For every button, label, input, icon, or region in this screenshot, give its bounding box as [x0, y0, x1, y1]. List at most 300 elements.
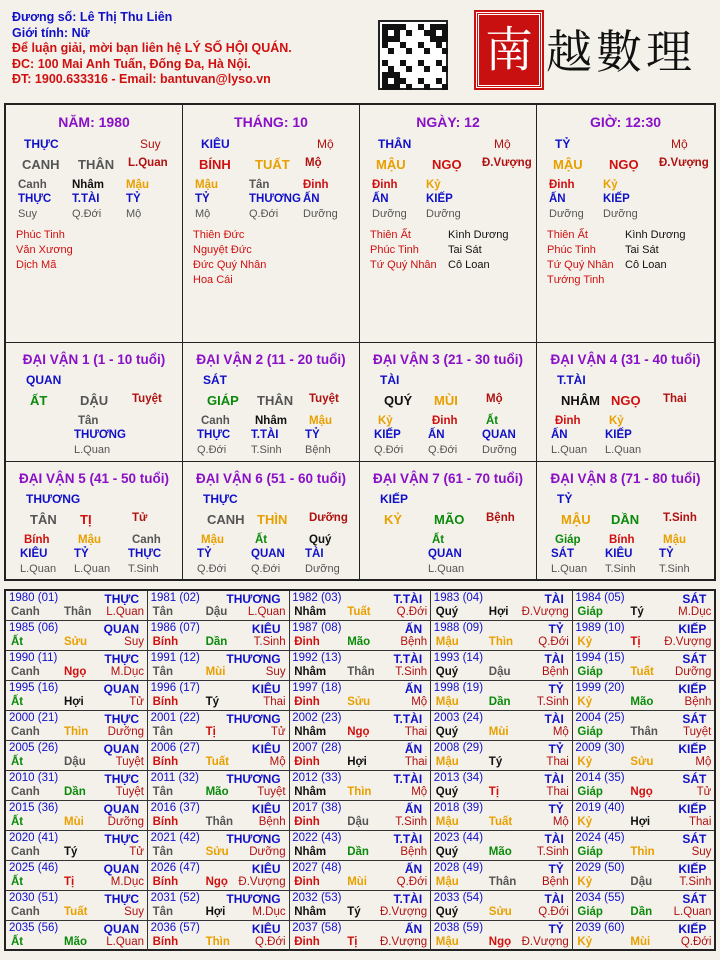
year-label: 1996 (17) [150, 682, 200, 694]
year-stem: Quý [435, 666, 459, 678]
pillar-stem: BÍNH [199, 157, 231, 172]
year-god: QUAN [103, 922, 139, 936]
dai-van-hidden-state: Q.Đới [197, 444, 227, 456]
year-cell [431, 651, 573, 681]
year-state: Đ.Vượng [521, 936, 569, 948]
year-state: Tử [129, 696, 144, 708]
year-state: L.Quan [106, 606, 144, 618]
year-branch: Mão [488, 846, 512, 858]
year-state: Mộ [552, 726, 569, 738]
dai-van-hidden-stem: Bính [609, 534, 635, 546]
contact-invite: Để luận giải, mời bạn liên hệ LÝ SỐ HỘI QUÁN. [12, 41, 292, 55]
year-state: Bệnh [258, 816, 286, 828]
auspicious-star: Tứ Quý Nhân [370, 259, 437, 271]
year-stem: Nhâm [294, 906, 327, 918]
year-stem: Kỷ [577, 816, 593, 828]
year-stem: Đinh [294, 876, 320, 888]
year-god: ẤN [404, 922, 423, 936]
pillar-stem: MẬU [376, 157, 406, 172]
dai-van-title: ĐẠI VẬN 8 (71 - 80 tuổi) [550, 471, 701, 486]
year-state: L.Quan [673, 906, 712, 918]
dai-van-god: THƯƠNG [26, 492, 81, 506]
year-god: TỶ [548, 682, 564, 696]
year-god: KIÊU [251, 922, 281, 936]
year-label: 1980 (01) [9, 592, 59, 604]
year-branch: Mùi [347, 876, 367, 888]
dai-van-stem: CANH [207, 512, 245, 527]
dai-van-hidden-stem: Ất [432, 534, 445, 546]
year-god: QUAN [103, 682, 139, 696]
year-branch: Tị [205, 726, 216, 738]
year-branch: Mão [347, 636, 371, 648]
year-god: TỶ [548, 742, 564, 756]
year-cell [148, 921, 290, 951]
year-label: 2032 (53) [292, 892, 342, 904]
year-cell [431, 621, 573, 651]
year-god: T.TÀI [393, 772, 423, 786]
year-stem: Đinh [294, 816, 320, 828]
year-label: 2004 (25) [575, 712, 625, 724]
year-label: 2034 (55) [575, 892, 625, 904]
hidden-stem-state: Dưỡng [603, 208, 638, 220]
year-stem: Quý [435, 726, 459, 738]
year-label: 2038 (59) [433, 922, 484, 934]
year-cell [572, 801, 714, 831]
pillar-stem: CANH [22, 157, 60, 172]
pillar-cell [183, 105, 360, 343]
dai-van-hidden-state: L.Quan [74, 563, 111, 575]
contact-phone-email[interactable]: ĐT: 1900.633316 - Email: bantuvan@lyso.vn [12, 72, 271, 86]
year-branch: Dậu [64, 756, 86, 768]
inauspicious-star: Cô Loan [448, 259, 490, 271]
year-god: THỰC [104, 652, 139, 666]
dai-van-hidden-god: QUAN [428, 548, 462, 560]
dai-van-state: Mộ [486, 393, 503, 405]
year-branch: Thân [205, 816, 234, 828]
dai-van-hidden-stem: Kỷ [378, 415, 393, 427]
year-stem: Ất [11, 756, 24, 768]
year-label: 2003 (24) [433, 712, 484, 724]
year-stem: Quý [435, 906, 459, 918]
year-label: 1989 (10) [575, 622, 625, 634]
hidden-stem: Mậu [126, 179, 149, 191]
year-state: T.Sinh [536, 696, 569, 708]
year-god: THƯƠNG [226, 772, 281, 786]
year-cell [289, 621, 431, 651]
year-state: M.Dục [678, 606, 712, 618]
year-label: 1994 (15) [575, 652, 625, 664]
year-stem: Kỷ [577, 936, 593, 948]
year-cell [572, 921, 714, 951]
dai-van-branch: MÙI [434, 393, 458, 408]
dai-van-cell [537, 462, 714, 581]
year-stem: Bính [152, 936, 179, 948]
year-stem: Quý [435, 606, 459, 618]
year-god: THƯƠNG [226, 652, 281, 666]
inauspicious-star: Kình Dương [448, 229, 509, 241]
year-cell [6, 861, 148, 891]
auspicious-star: Văn Xương [16, 244, 73, 256]
pillar-stem-state: Mộ [317, 137, 334, 151]
year-state: Mộ [552, 816, 569, 828]
year-branch: Sửu [205, 846, 229, 858]
client-gender: Giới tính: Nữ [12, 25, 90, 40]
dai-van-cell [360, 343, 537, 462]
year-god: ẤN [404, 622, 423, 636]
auspicious-star: Thiên Ất [370, 229, 411, 241]
year-state: Q.Đới [255, 936, 286, 948]
year-state: Bệnh [684, 696, 712, 708]
year-label: 2009 (30) [575, 742, 625, 754]
auspicious-star: Thiên Ất [547, 229, 588, 241]
year-label: 2030 (51) [9, 892, 59, 904]
year-label: 2005 (26) [9, 742, 59, 754]
year-branch: Mùi [205, 666, 226, 678]
year-branch: Thìn [488, 636, 514, 648]
hidden-stem: Đinh [303, 179, 329, 191]
year-state: Mộ [411, 696, 428, 708]
year-god: T.TÀI [393, 652, 423, 666]
year-stem: Tân [152, 726, 174, 738]
pillar-title: GIỜ: 12:30 [589, 114, 662, 130]
year-god: KIÊU [251, 742, 281, 756]
pillar-cell [360, 105, 537, 343]
auspicious-star: Đức Quý Nhân [193, 259, 267, 271]
year-state: T.Sinh [679, 876, 712, 888]
year-label: 2026 (47) [150, 862, 200, 874]
year-state: Tử [696, 786, 712, 798]
hidden-stem: Canh [18, 179, 47, 191]
dai-van-branch: DẬU [80, 393, 109, 408]
year-god: SÁT [682, 652, 707, 666]
year-branch: Tuất [205, 756, 230, 768]
year-branch: Dần [205, 636, 228, 648]
year-stem: Mậu [435, 696, 459, 708]
year-god: TÀI [544, 712, 564, 726]
dai-van-hidden-god: TỶ [74, 548, 89, 560]
year-god: TÀI [544, 832, 564, 846]
year-label: 1992 (13) [292, 652, 342, 664]
annual-luck-table [4, 589, 716, 951]
year-label: 1991 (12) [150, 652, 200, 664]
hidden-stem-god: KIẾP [426, 193, 453, 205]
hidden-stem-state: Q.Đới [72, 208, 102, 220]
dai-van-branch: DẦN [611, 512, 640, 527]
year-branch: Thìn [630, 846, 655, 858]
year-cell [289, 831, 431, 861]
dai-van-hidden-stem: Bính [24, 534, 50, 546]
year-stem: Quý [435, 846, 459, 858]
year-stem: Nhâm [294, 846, 327, 858]
year-cell [431, 711, 573, 741]
year-label: 2013 (34) [433, 772, 484, 784]
year-label: 2017 (38) [292, 802, 342, 814]
year-stem: Tân [152, 666, 174, 678]
year-state: Dưỡng [249, 846, 286, 858]
year-state: Tuyệt [257, 786, 286, 798]
hidden-stem-state: Dưỡng [303, 208, 338, 220]
year-state: Suy [265, 666, 286, 678]
dai-van-hidden-god: T.TÀI [251, 429, 279, 441]
year-stem: Ất [11, 636, 24, 648]
year-state: Bệnh [400, 846, 428, 858]
year-state: Mộ [411, 786, 428, 798]
year-state: Q.Đới [396, 606, 428, 618]
year-branch: Tuất [347, 606, 371, 618]
dai-van-branch: THÂN [257, 393, 294, 408]
year-cell [431, 891, 573, 921]
dai-van-hidden-god: QUAN [482, 429, 516, 441]
year-stem: Canh [11, 846, 40, 858]
four-pillars-grid [4, 103, 716, 581]
dai-van-stem: QUÝ [384, 393, 413, 408]
year-branch: Ngọ [205, 876, 228, 888]
dai-van-hidden-state: Dưỡng [482, 444, 517, 456]
dai-van-god: T.TÀI [557, 373, 586, 387]
auspicious-star: Phúc Tinh [547, 244, 596, 256]
year-branch: Mão [630, 696, 654, 708]
dai-van-cell [6, 343, 183, 462]
hidden-stem-god: ẤN [303, 193, 320, 205]
dai-van-hidden-stem: Đinh [555, 415, 581, 427]
year-cell [148, 831, 290, 861]
year-stem: Nhâm [294, 786, 327, 798]
year-label: 2019 (40) [575, 802, 625, 814]
year-state: Tuyệt [115, 756, 144, 768]
year-god: KIẾP [678, 922, 707, 936]
year-label: 2021 (42) [150, 832, 200, 844]
contact-address: ĐC: 100 Mai Anh Tuấn, Đống Đa, Hà Nội. [12, 56, 251, 71]
year-god: KIẾP [678, 622, 707, 636]
dai-van-hidden-god: TỶ [305, 429, 320, 441]
year-cell [148, 801, 290, 831]
dai-van-cell [360, 462, 537, 581]
year-label: 2039 (60) [575, 922, 625, 934]
year-branch: Ngọ [64, 666, 87, 678]
dai-van-stem: MẬU [561, 512, 591, 527]
year-label: 2033 (54) [433, 892, 484, 904]
auspicious-star: Phúc Tinh [370, 244, 419, 256]
year-cell [148, 621, 290, 651]
dai-van-cell [183, 343, 360, 462]
dai-van-stem: NHÂM [561, 393, 600, 408]
dai-van-title: ĐẠI VẬN 7 (61 - 70 tuổi) [372, 471, 524, 486]
year-branch: Hợi [488, 606, 509, 618]
year-stem: Giáp [577, 666, 603, 678]
dai-van-state: Tử [132, 512, 148, 524]
year-cell [148, 591, 290, 621]
header [0, 0, 720, 100]
year-label: 2027 (48) [292, 862, 342, 874]
dai-van-god: KIẾP [380, 492, 409, 506]
hidden-stem-god: THỰC [18, 193, 52, 205]
dai-van-title: ĐẠI VẬN 2 (11 - 20 tuổi) [196, 352, 346, 367]
year-god: THỰC [104, 892, 139, 906]
year-stem: Đinh [294, 936, 320, 948]
year-stem: Kỷ [577, 636, 593, 648]
year-cell [572, 681, 714, 711]
logo-text: 越數理 [546, 25, 696, 79]
year-label: 2025 (46) [9, 862, 59, 874]
year-god: KIẾP [678, 862, 707, 876]
year-branch: Tý [630, 606, 644, 618]
dai-van-hidden-state: L.Quan [74, 444, 111, 456]
year-cell [289, 801, 431, 831]
inauspicious-star: Tai Sát [625, 244, 659, 256]
year-god: THƯƠNG [226, 892, 281, 906]
year-label: 2031 (52) [150, 892, 200, 904]
dai-van-hidden-state: Q.Đới [197, 563, 227, 575]
year-god: T.TÀI [393, 712, 423, 726]
dai-van-hidden-god: KIẾP [605, 429, 632, 441]
pillar-branch-state: L.Quan [128, 157, 168, 169]
year-cell [148, 711, 290, 741]
year-branch: Thân [347, 666, 375, 678]
year-label: 2000 (21) [9, 712, 59, 724]
auspicious-star: Nguyệt Đức [193, 244, 252, 256]
year-label: 2007 (28) [292, 742, 342, 754]
hidden-stem: Mậu [195, 179, 218, 191]
dai-van-hidden-state: T.Sinh [128, 563, 159, 575]
year-branch: Tị [488, 786, 500, 798]
dai-van-hidden-stem: Canh [201, 415, 230, 427]
year-label: 2036 (57) [150, 922, 200, 934]
year-label: 1983 (04) [433, 592, 484, 604]
hidden-stem-god: T.TÀI [72, 193, 100, 205]
year-stem: Đinh [294, 636, 320, 648]
year-branch: Dậu [347, 816, 369, 828]
year-label: 1984 (05) [575, 592, 625, 604]
year-cell [289, 921, 431, 951]
hidden-stem-state: Dưỡng [426, 208, 461, 220]
year-stem: Ất [11, 696, 24, 708]
year-god: ẤN [404, 682, 423, 696]
year-branch: Dần [488, 696, 511, 708]
year-label: 1999 (20) [575, 682, 625, 694]
year-stem: Bính [152, 696, 179, 708]
year-branch: Tý [64, 846, 78, 858]
year-state: Tử [129, 846, 144, 858]
year-stem: Giáp [577, 846, 603, 858]
year-label: 1981 (02) [150, 592, 200, 604]
year-stem: Giáp [577, 726, 603, 738]
year-god: SÁT [682, 892, 707, 906]
dai-van-title: ĐẠI VẬN 6 (51 - 60 tuổi) [195, 471, 347, 486]
year-branch: Sửu [64, 636, 88, 648]
year-god: TÀI [544, 652, 564, 666]
year-label: 2011 (32) [150, 772, 199, 784]
pillar-stem-state: Mộ [494, 137, 511, 151]
year-label: 2035 (56) [9, 922, 59, 934]
year-cell [289, 711, 431, 741]
year-branch: Sửu [488, 906, 512, 918]
qr-code-icon[interactable] [378, 20, 448, 90]
dai-van-stem: GIÁP [207, 393, 239, 408]
year-state: Thai [263, 696, 286, 708]
dai-van-god: TỶ [557, 492, 573, 506]
client-info [12, 10, 292, 88]
year-state: M.Dục [110, 666, 144, 678]
pillar-title: NĂM: 1980 [58, 114, 130, 130]
year-cell [6, 711, 148, 741]
year-cell [6, 801, 148, 831]
dai-van-hidden-stem: Nhâm [255, 415, 287, 427]
year-state: Đ.Vượng [379, 906, 428, 918]
year-label: 2012 (33) [292, 772, 342, 784]
year-god: THƯƠNG [226, 712, 281, 726]
year-state: Mộ [695, 756, 712, 768]
year-label: 1993 (14) [433, 652, 484, 664]
year-cell [6, 651, 148, 681]
year-cell [572, 621, 714, 651]
year-label: 2037 (58) [292, 922, 342, 934]
hidden-stem-god: TỶ [195, 193, 210, 205]
dai-van-hidden-state: L.Quan [20, 563, 57, 575]
year-branch: Hợi [347, 756, 367, 768]
year-label: 2024 (45) [575, 832, 625, 844]
year-branch: Tuất [64, 906, 88, 918]
dai-van-god: QUAN [26, 373, 62, 387]
year-state: M.Dục [110, 876, 144, 888]
dai-van-hidden-state: Q.Đới [428, 444, 458, 456]
year-label: 2022 (43) [292, 832, 342, 844]
year-cell [6, 681, 148, 711]
year-branch: Thìn [347, 786, 372, 798]
dai-van-cell [183, 462, 360, 581]
year-label: 1995 (16) [9, 682, 59, 694]
pillar-branch: NGỌ [609, 157, 639, 172]
year-stem: Bính [152, 636, 179, 648]
pillar-branch-state: Mộ [305, 157, 322, 169]
dai-van-hidden-god: ẤN [428, 429, 445, 441]
year-stem: Ất [11, 936, 24, 948]
year-god: TỶ [548, 622, 564, 636]
year-cell [148, 891, 290, 921]
year-branch: Mùi [64, 816, 84, 828]
hidden-stem: Đinh [372, 179, 398, 191]
year-cell [6, 591, 148, 621]
year-state: Suy [124, 636, 144, 648]
year-god: QUAN [103, 622, 139, 636]
year-cell [572, 771, 714, 801]
year-god: KIÊU [251, 682, 281, 696]
year-branch: Tị [630, 636, 641, 648]
year-branch: Thìn [64, 726, 89, 738]
year-god: ẤN [404, 862, 423, 876]
year-stem: Tân [152, 846, 174, 858]
dai-van-state: T.Sinh [663, 512, 697, 524]
hidden-stem: Kỷ [426, 179, 441, 191]
year-stem: Kỷ [577, 876, 593, 888]
year-state: L.Quan [247, 606, 286, 618]
dai-van-hidden-stem: Tân [78, 415, 99, 427]
year-branch: Tý [205, 696, 220, 708]
year-stem: Ất [11, 816, 24, 828]
dai-van-hidden-stem: Mậu [309, 415, 332, 427]
year-cell [6, 771, 148, 801]
dai-van-title: ĐẠI VẬN 1 (1 - 10 tuổi) [22, 352, 166, 367]
year-cell [431, 921, 573, 951]
dai-van-stem: ẤT [30, 393, 48, 408]
year-state: Đ.Vượng [379, 936, 428, 948]
year-stem: Nhâm [294, 606, 327, 618]
year-god: SÁT [682, 772, 707, 786]
year-stem: Kỷ [577, 756, 593, 768]
year-label: 2018 (39) [433, 802, 484, 814]
inauspicious-star: Kình Dương [625, 229, 686, 241]
year-state: Bệnh [400, 636, 428, 648]
dai-van-state: Tuyệt [309, 393, 339, 405]
